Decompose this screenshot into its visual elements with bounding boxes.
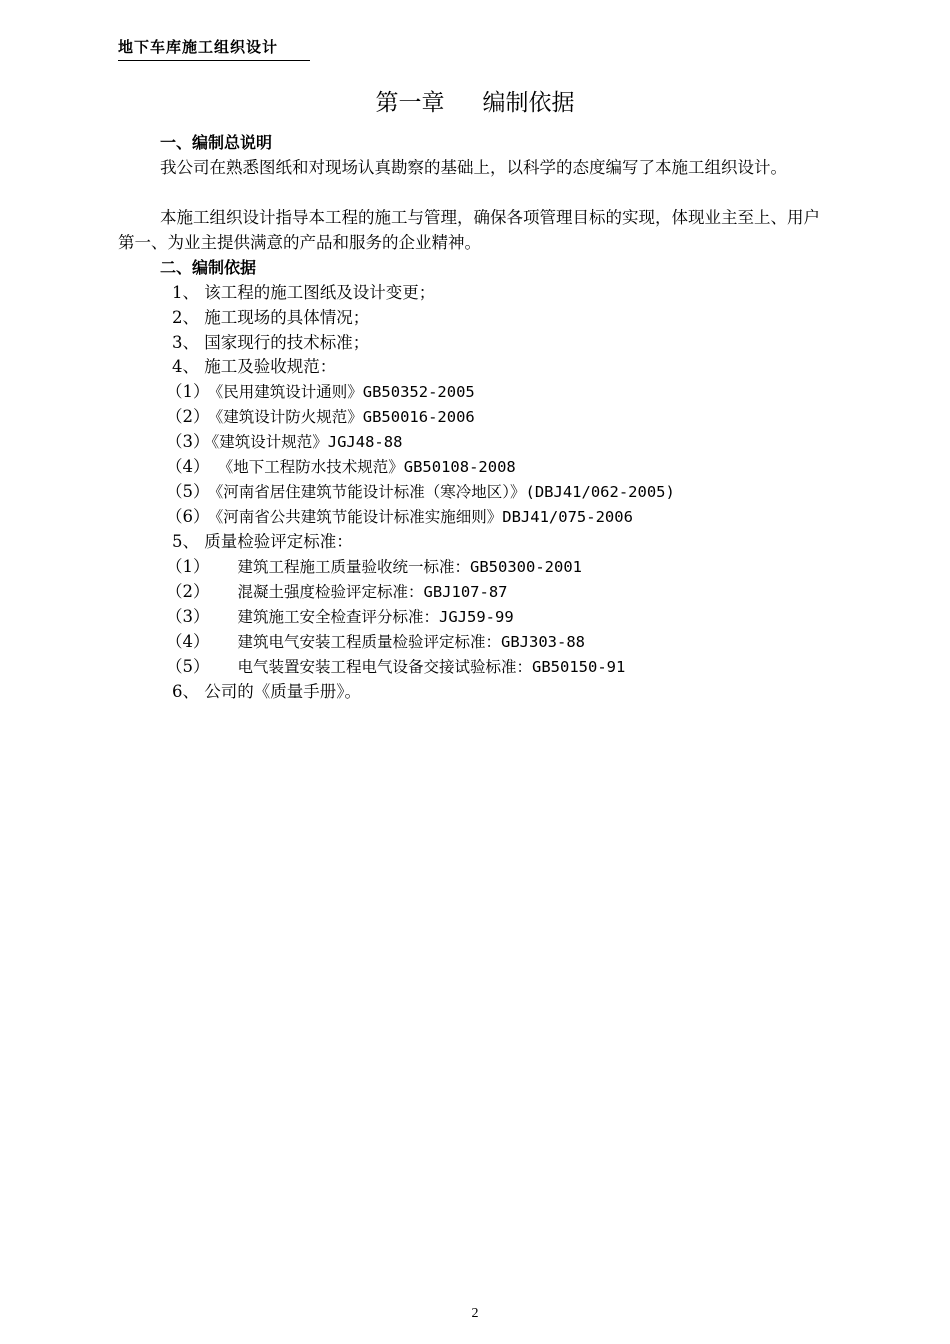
basis-item-4: 4、 施工及验收规范： (172, 357, 337, 376)
spec-item-number: （4） (166, 457, 210, 476)
quality-item-text: 建筑工程施工质量验收统一标准：GB50300-2001 (237, 558, 582, 576)
spec-item (166, 407, 475, 427)
quality-item-number: （2） (166, 582, 210, 601)
basis-item-5: 5、 质量检验评定标准： (172, 532, 353, 551)
spec-item-text: 《建筑设计防火规范》GB50016-2006 (215, 408, 475, 426)
spec-item (166, 457, 516, 477)
spec-item (166, 507, 633, 527)
page-number: 2 (471, 1306, 479, 1321)
spec-item-text: 《地下工程防水技术规范》GB50108-2008 (225, 458, 516, 476)
paragraph-purpose-text: 本施工组织设计指导本工程的施工与管理，确保各项管理目标的实现，体现业主至上、用户第一、为业主提供满意的产品和服务的企业精神。 (118, 208, 820, 252)
spec-item-number: （3） (166, 432, 210, 451)
chapter-name: 编制依据 (482, 90, 575, 116)
chapter-number: 第一章 (375, 90, 445, 116)
quality-item (166, 582, 508, 602)
spec-item-number: （2） (166, 407, 210, 426)
spec-item-text: 《建筑设计规范》JGJ48-88 (211, 433, 403, 451)
quality-item (166, 632, 585, 652)
spec-item-number: （6） (166, 507, 210, 526)
quality-item-text: 建筑电气安装工程质量检验评定标准：GBJ303-88 (237, 633, 585, 651)
quality-item (166, 607, 514, 627)
section-heading-basis: 二、编制依据 (160, 258, 257, 277)
spec-item-text: 《河南省居住建筑节能设计标准（寒冷地区）》(DBJ41/062-2005) (215, 483, 675, 501)
quality-item-number: （1） (166, 557, 210, 576)
quality-item-text: 电气装置安装工程电气设备交接试验标准：GB50150-91 (237, 658, 626, 676)
basis-item-6: 6、 公司的《质量手册》。 (172, 682, 361, 701)
quality-item-number: （4） (166, 632, 210, 651)
quality-item-number: （5） (166, 657, 210, 676)
quality-item-text: 建筑施工安全检查评分标准：JGJ59-99 (237, 608, 514, 626)
quality-item (166, 557, 582, 577)
basis-item-1: 1、 该工程的施工图纸及设计变更； (172, 283, 436, 302)
spec-item-number: （1） (166, 382, 210, 401)
spec-item (166, 432, 402, 452)
chapter-title (0, 84, 950, 117)
spec-item-text: 《民用建筑设计通则》GB50352-2005 (215, 383, 475, 401)
quality-item (166, 657, 625, 677)
basis-item-3: 3、 国家现行的技术标准； (172, 333, 370, 352)
paragraph-intro (118, 155, 836, 180)
spec-item (166, 382, 475, 402)
spec-item-number: （5） (166, 482, 210, 501)
spec-item-text: 《河南省公共建筑节能设计标准实施细则》DBJ41/075-2006 (215, 508, 633, 526)
quality-item-text: 混凝土强度检验评定标准：GBJ107-87 (237, 583, 508, 601)
paragraph-purpose (118, 205, 836, 255)
section-heading-general: 一、编制总说明 (160, 133, 273, 152)
basis-item-2: 2、 施工现场的具体情况； (172, 308, 370, 327)
running-header: 地下车库施工组织设计 (118, 36, 310, 61)
spec-item (166, 482, 675, 502)
quality-item-number: （3） (166, 607, 210, 626)
paragraph-intro-text: 我公司在熟悉图纸和对现场认真勘察的基础上，以科学的态度编写了本施工组织设计。 (160, 158, 787, 177)
